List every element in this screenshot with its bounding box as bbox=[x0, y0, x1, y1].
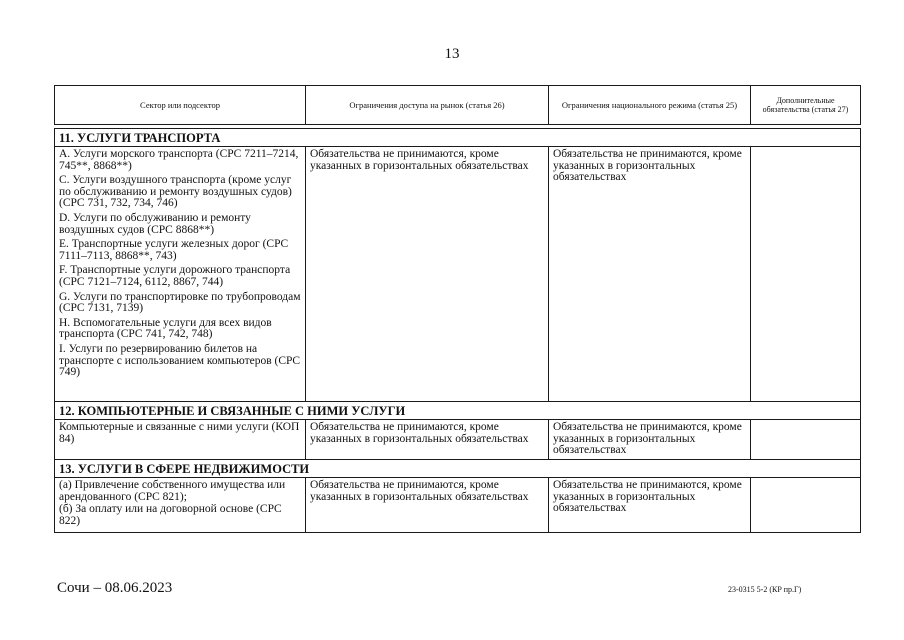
subsector-item: (б) За оплату или на договорной основе (CPC 822) bbox=[59, 503, 282, 527]
table-row bbox=[55, 420, 861, 460]
subsector-item: I. Услуги по резервированию билетов на транспорте с использованием компьютеров (CPC 749) bbox=[59, 342, 301, 379]
additional-commitments-cell bbox=[751, 147, 861, 402]
subsector-item: D. Услуги по обслуживанию и ремонту воздушных судов (CPC 8868**) bbox=[59, 211, 251, 236]
section-title: 12. КОМПЬЮТЕРНЫЕ И СВЯЗАННЫЕ С НИМИ УСЛУГИ bbox=[55, 402, 861, 420]
subsector-item: E. Транспортные услуги железных дорог (CPC 7111–7113, 8868**, 743) bbox=[59, 238, 289, 262]
page-number: 13 bbox=[444, 46, 460, 62]
commitments-table bbox=[54, 85, 861, 533]
sector-cell bbox=[55, 420, 306, 460]
section-row bbox=[55, 129, 861, 147]
subsector-item: C. Услуги воздушного транспорта (кроме услуг по обслуживанию и ремонту воздушных судов) (CPC 731, 732, 734, 746) bbox=[59, 174, 292, 210]
section-row bbox=[55, 460, 861, 478]
header-national-treatment: Ограничения национального режима (статья 25) bbox=[549, 86, 751, 125]
market-access-cell: Обязательства не принимаются, кроме указанных в горизонтальных обязательствах bbox=[306, 147, 549, 402]
subsector-item: (а) Привлечение собственного имущества или арендованного (CPC 821); bbox=[59, 479, 286, 503]
additional-commitments-cell bbox=[751, 420, 861, 460]
table-header-row bbox=[55, 86, 861, 125]
national-treatment-cell: Обязательства не принимаются, кроме указанных в горизонтальных обязательствах bbox=[549, 478, 751, 533]
subsector-item: F. Транспортные услуги дорожного транспорта (CPC 7121–7124, 6112, 8867, 744) bbox=[59, 264, 291, 288]
header-market-access: Ограничения доступа на рынок (статья 26) bbox=[306, 86, 549, 125]
sector-cell bbox=[55, 478, 306, 533]
additional-commitments-cell bbox=[751, 478, 861, 533]
table-row bbox=[55, 147, 861, 402]
section-title: 11. УСЛУГИ ТРАНСПОРТА bbox=[55, 129, 861, 147]
national-treatment-cell: Обязательства не принимаются, кроме указанных в горизонтальных обязательствах bbox=[549, 420, 751, 460]
footer-place-date: Сочи – 08.06.2023 bbox=[57, 580, 173, 596]
table-row bbox=[55, 478, 861, 533]
market-access-cell: Обязательства не принимаются, кроме указанных в горизонтальных обязательствах bbox=[306, 478, 549, 533]
national-treatment-cell: Обязательства не принимаются, кроме указанных в горизонтальных обязательствах bbox=[549, 147, 751, 402]
footer-doc-code: 23-0315 5-2 (КР пр.Г) bbox=[728, 585, 802, 594]
header-additional-commitments: Дополнительные обязательства (статья 27) bbox=[751, 86, 861, 125]
section-row bbox=[55, 402, 861, 420]
subsector-item: G. Услуги по транспортировке по трубопроводам (CPC 7131, 7139) bbox=[59, 290, 301, 315]
sector-cell bbox=[55, 147, 306, 402]
market-access-cell: Обязательства не принимаются, кроме указанных в горизонтальных обязательствах bbox=[306, 420, 549, 460]
subsector-item: A. Услуги морского транспорта (CPC 7211–7214, 745**, 8868**) bbox=[59, 148, 299, 172]
subsector-item: Компьютерные и связанные с ними услуги (КОП 84) bbox=[59, 421, 300, 445]
header-sector: Сектор или подсектор bbox=[55, 86, 306, 125]
section-title: 13. УСЛУГИ В СФЕРЕ НЕДВИЖИМОСТИ bbox=[55, 460, 861, 478]
subsector-item: H. Вспомогательные услуги для всех видов транспорта (CPC 741, 742, 748) bbox=[59, 316, 272, 341]
